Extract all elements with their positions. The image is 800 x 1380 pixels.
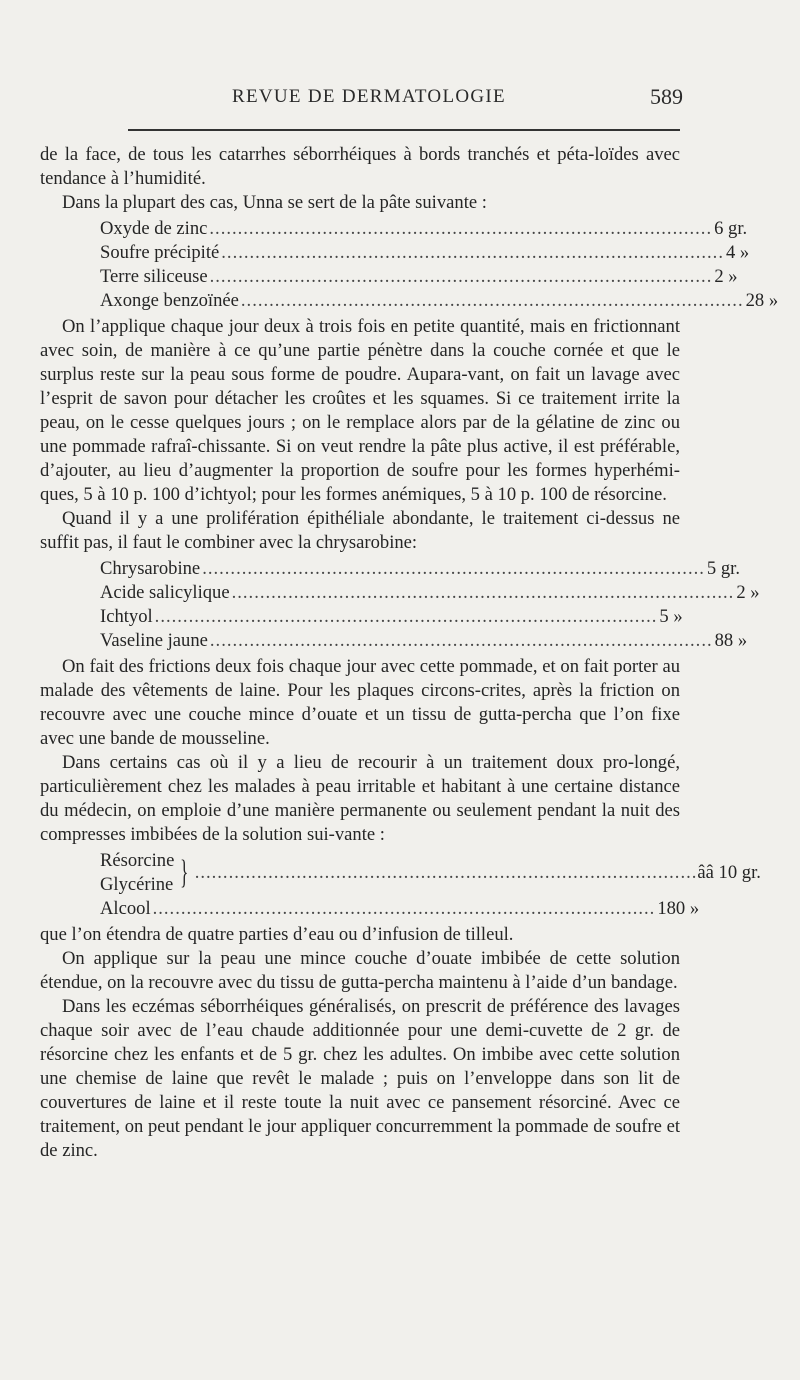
ingredient-quantity: 2 » [714, 266, 738, 287]
paragraph: Dans les eczémas séborrhéiques généralisés, on prescrit de préférence des lavages chaque soir avec de l’eau chaude additionnée pour une demi-cuvette de 2 gr. de résorcine chez les enfants et de 5 gr. chez les adultes. On imbibe avec cette solution une chemise de laine que revêt le malade ; puis on l’enveloppe dans son lit de couvertures de laine et il reste toute la nuit avec ce pansement résorciné. Avec ce traitement, on peut pendant le jour appliquer concurremment la pommade de soufre et de zinc. [40, 996, 680, 1161]
ingredient-quantity: 2 » [736, 582, 760, 603]
ingredient-name: Résorcine [100, 850, 175, 871]
recipe-row [100, 581, 760, 605]
recipe-row [100, 557, 740, 581]
leader-dots: ......................................................................................... [231, 582, 735, 603]
ingredient-name: Soufre précipité [100, 242, 220, 263]
paragraph: On fait des frictions deux fois chaque jour avec cette pommade, et on fait porter au malade des vêtements de laine. Pour les plaques circons-crites, après la friction on recouvre avec une couche mince d’ouate et un tissu de gutta-percha que l’on fixe avec une bande de mousseline. [40, 656, 680, 749]
ingredient-name: Oxyde de zinc [100, 218, 208, 239]
header-rule [128, 129, 680, 131]
leader-dots: ......................................................................................... [152, 898, 656, 919]
journal-title: REVUE DE DERMATOLOGIE [232, 86, 506, 107]
body-text [40, 143, 779, 1163]
page-number: 589 [650, 84, 683, 109]
ingredient-name: Alcool [100, 898, 151, 919]
paragraph: Dans la plupart des cas, Unna se sert de la pâte suivante : [62, 192, 487, 213]
leader-dots: ......................................................................................... [240, 290, 744, 311]
paragraph: On applique sur la peau une mince couche d’ouate imbibée de cette solution étendue, on la recouvre avec du tissu de gutta-percha maintenu à l’aide d’un bandage. [40, 948, 680, 993]
ingredient-name: Terre siliceuse [100, 266, 208, 287]
leader-dots: ......................................................................................... [221, 242, 724, 263]
leader-dots: ......................................................................................... [209, 630, 713, 651]
leader-dots: ......................................................................................... [154, 606, 658, 627]
recipe-row [100, 289, 779, 313]
leader-dots: ......................................................................................... [194, 862, 698, 883]
ingredient-quantity: 28 » [745, 290, 779, 311]
ingredient-quantity: 180 » [657, 898, 700, 919]
ingredient-quantity: 88 » [714, 630, 748, 651]
recipe-chrysarobine-ointment [100, 557, 760, 653]
ingredient-name: Axonge benzoïnée [100, 290, 239, 311]
paragraph: de la face, de tous les catarrhes séborrhéiques à bords tranchés et péta-loïdes avec tendance à l’humidité. [40, 144, 680, 189]
leader-dots: ......................................................................................... [209, 266, 713, 287]
leader-dots: ......................................................................................... [202, 558, 705, 579]
recipe-row [100, 605, 683, 629]
ingredient-quantity: ââ 10 gr. [697, 862, 761, 883]
ingredient-quantity: 6 gr. [714, 218, 748, 239]
recipe-row [100, 629, 748, 653]
paragraph: Dans certains cas où il y a lieu de recourir à un traitement doux pro-longé, particulièrement chez les malades à peau irritable et habitant à une certaine distance du médecin, on emploie d’une manière permanente ou seulement pendant la nuit des compresses imbibées de la solution sui-vante : [40, 752, 680, 845]
recipe-row [100, 217, 748, 241]
combined-names [100, 849, 174, 897]
ingredient-name: Chrysarobine [100, 558, 201, 579]
paragraph: que l’on étendra de quatre parties d’eau ou d’infusion de tilleul. [40, 924, 514, 945]
leader-dots: ......................................................................................... [209, 218, 713, 239]
ingredient-name: Glycérine [100, 874, 174, 895]
running-header [0, 86, 800, 114]
recipe-row [100, 265, 738, 289]
ingredient-quantity: 5 » [659, 606, 683, 627]
recipe-row [100, 897, 700, 921]
recipe-row [100, 241, 750, 265]
ingredient-quantity: 5 gr. [706, 558, 740, 579]
paragraph: On l’applique chaque jour deux à trois fois en petite quantité, mais en frictionnant avec soin, de manière à ce qu’une partie pénètre dans la couche cornée et que le surplus reste sur la peau sous forme de poudre. Aupara-vant, on fait un lavage avec l’esprit de savon pour détacher les croûtes et les squames. Si ce traitement irrite la peau, on le cesse quelques jours ; on le remplace alors par de la gélatine de zinc ou une pommade rafraî-chissante. Si on veut rendre la pâte plus active, il est préférable, d’ajouter, au lieu d’augmenter la proportion de soufre pour les formes hyperhémi-ques, 5 à 10 p. 100 d’ichtyol; pour les formes anémiques, 5 à 10 p. 100 de résorcine. [40, 316, 680, 505]
ingredient-name: Ichtyol [100, 606, 153, 627]
brace-glyph: } [180, 854, 189, 891]
combined-ingredients-row [100, 849, 761, 897]
paragraph: Quand il y a une prolifération épithéliale abondante, le traitement ci-dessus ne suffit pas, il faut le combiner avec la chrysarobine: [40, 508, 680, 553]
ingredient-name: Vaseline jaune [100, 630, 208, 651]
ingredient-quantity: 4 » [725, 242, 750, 263]
recipe-resorcine-solution [100, 849, 761, 921]
recipe-sulfur-zinc-paste [100, 217, 779, 313]
ingredient-name: Acide salicylique [100, 582, 230, 603]
